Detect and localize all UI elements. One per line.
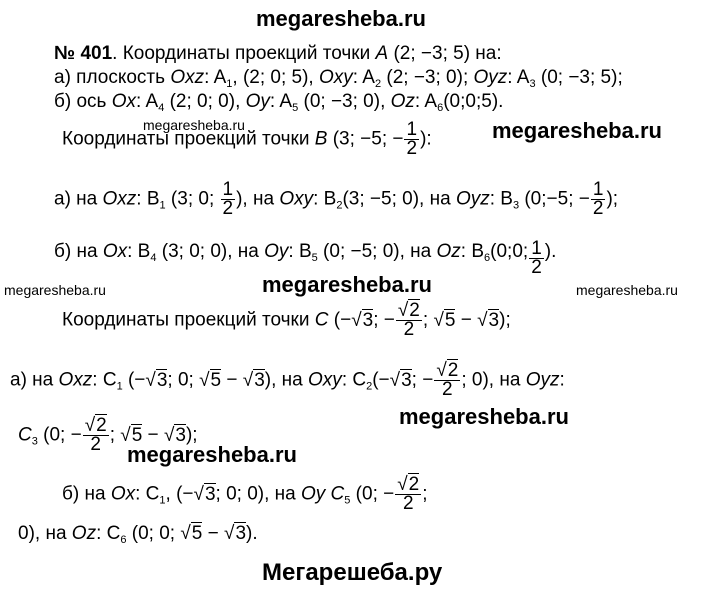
text: (2; −3; 0); [381, 67, 474, 88]
fraction: $\frac{1}{2}$ [592, 179, 604, 219]
watermark-top: megaresheba.ru [256, 6, 426, 31]
subscript: 1 [159, 494, 166, 507]
text: ; − [411, 369, 434, 391]
text: − [221, 369, 243, 391]
axis: Oy [264, 241, 289, 262]
text: , (2; 0; 5), [232, 67, 319, 88]
text: (3; 0; 0), на [156, 241, 265, 262]
sqrt: √5 [199, 369, 222, 391]
subscript: 1 [116, 380, 123, 393]
watermark: megaresheba.ru [127, 442, 297, 467]
text: ); [185, 424, 198, 446]
subscript: 1 [226, 78, 233, 90]
text: ); [499, 309, 511, 331]
problem-number: № 401 [54, 43, 113, 64]
subscript: 6 [484, 252, 491, 264]
text: (− [328, 309, 352, 331]
text: б) ось [54, 91, 112, 112]
line-b-axis [54, 91, 503, 113]
fraction: $\frac{√2}{2}$ [397, 300, 420, 340]
subscript: 6 [437, 102, 444, 114]
axis: Oz [436, 241, 461, 262]
text: ), на [264, 369, 309, 391]
text: ); [606, 188, 619, 210]
line-a-plane [54, 67, 623, 89]
text: ; [109, 424, 121, 446]
fraction: $\frac{1}{2}$ [222, 179, 234, 219]
axis: Ox [111, 91, 137, 112]
sqrt: √3 [351, 309, 374, 331]
text: (0; −3; 0), [298, 91, 391, 112]
line-b-b [54, 240, 556, 277]
text: (− [122, 369, 146, 391]
text: : B [136, 188, 160, 210]
text: ; [422, 309, 434, 331]
sqrt: √3 [145, 369, 168, 391]
point-label: A [375, 43, 389, 64]
plane: Oxy [308, 369, 342, 391]
line-c3 [18, 417, 198, 454]
sqrt: √3 [224, 523, 247, 544]
subscript: 5 [344, 494, 351, 507]
sqrt: √3 [163, 424, 186, 446]
text: (3; −5; 0), на [342, 188, 456, 210]
axis: Oz [390, 91, 415, 112]
subscript: 2 [374, 78, 382, 90]
point-label: C [314, 309, 329, 331]
text: а) на [10, 369, 59, 391]
plane: Oxz [170, 67, 205, 88]
fraction: $\frac{1}{2}$ [406, 119, 418, 159]
text: ). [246, 523, 258, 544]
text: : C [96, 523, 121, 544]
text: : A [136, 91, 159, 112]
text: б) на [54, 241, 103, 262]
text: . Координаты проекций точки [112, 43, 376, 64]
text: : B [489, 188, 513, 210]
text: (2; −3; 5) на: [393, 43, 502, 64]
subscript: 6 [120, 534, 127, 546]
text: : A [414, 91, 438, 112]
text: : C [92, 369, 117, 391]
plane: Oxy [279, 188, 314, 210]
fraction: $\frac{1}{2}$ [531, 238, 542, 278]
text: б) на [62, 483, 111, 505]
sqrt: √3 [242, 369, 265, 391]
line-c6 [18, 523, 258, 545]
text: 0), на [18, 523, 72, 544]
line-c-intro [62, 302, 511, 339]
fraction: $\frac{√2}{2}$ [84, 415, 107, 455]
text: − [202, 523, 225, 544]
fraction: $\frac{√2}{2}$ [436, 360, 459, 400]
point-label: C [325, 483, 345, 505]
subscript: 3 [512, 199, 520, 212]
plane: Oxz [58, 369, 93, 391]
subscript: 3 [31, 435, 38, 448]
text: ). [544, 241, 557, 262]
axis: Ox [102, 241, 128, 262]
watermark-bottom: Мегарешеба.ру [262, 559, 443, 586]
text: : A [204, 67, 227, 88]
text: (0; − [350, 483, 395, 505]
plane: Oxy [319, 67, 353, 88]
text: (2; 0; 0), [164, 91, 246, 112]
text: (0; −3; 5); [535, 67, 623, 88]
text: (0; −5; 0), на [317, 241, 437, 262]
text: : A [352, 67, 375, 88]
subscript: 2 [336, 199, 343, 212]
sqrt: √3 [477, 309, 500, 331]
text: : B [288, 241, 312, 262]
text: : [559, 369, 565, 391]
text: − [455, 309, 478, 331]
line-c-a [10, 362, 565, 399]
text: − [142, 424, 164, 446]
text: (0; 0; [126, 523, 181, 544]
text: ): [420, 128, 432, 150]
text: Координаты проекций точки [62, 309, 315, 331]
axis: Ox [110, 483, 136, 505]
line-c-b [62, 476, 428, 513]
text: ; [422, 483, 428, 505]
subscript: 2 [366, 380, 373, 393]
plane: Oxz [102, 188, 137, 210]
watermark-small: megaresheba.ru [576, 282, 678, 298]
plane: Oyz [525, 369, 560, 391]
text: (3; −5; − [327, 128, 404, 150]
watermark: megaresheba.ru [399, 404, 569, 429]
text: : B [127, 241, 151, 262]
axis: Oy [245, 91, 270, 112]
text: (3; 0; [165, 188, 220, 210]
plane: Oyz [455, 188, 490, 210]
text: ), на [236, 188, 280, 210]
sqrt: √3 [389, 369, 412, 391]
text: : B [313, 188, 337, 210]
problem-title-line [54, 43, 502, 65]
subscript: 5 [292, 102, 299, 114]
watermark: megaresheba.ru [262, 272, 432, 297]
sqrt: √3 [193, 483, 216, 505]
axis: Oz [71, 523, 97, 544]
text: Координаты проекций точки [62, 128, 315, 150]
axis: Oy [301, 483, 326, 505]
subscript: 1 [159, 199, 166, 212]
text: : C [135, 483, 160, 505]
plane: Oyz [473, 67, 508, 88]
subscript: 3 [529, 78, 536, 90]
text: : A [507, 67, 530, 88]
text: : B [460, 241, 485, 262]
watermark: megaresheba.ru [492, 118, 662, 143]
sqrt: √5 [120, 424, 143, 446]
text: (0; − [37, 424, 82, 446]
line-b-intro [62, 121, 432, 158]
text: а) плоскость [54, 67, 171, 88]
subscript: 4 [150, 252, 157, 264]
text: , (− [165, 483, 194, 505]
watermark-small: megaresheba.ru [4, 282, 106, 298]
text: : A [269, 91, 293, 112]
text: ; 0; [167, 369, 200, 391]
text: ; 0), на [461, 369, 526, 391]
watermark-small: megaresheba.ru [143, 117, 245, 133]
point-label: C [18, 424, 32, 446]
text: ; − [373, 309, 395, 331]
text: (0;0; [490, 241, 529, 262]
sqrt: √5 [433, 309, 456, 331]
text: а) на [54, 188, 103, 210]
text: : C [341, 369, 367, 391]
text: (− [372, 369, 390, 391]
fraction: $\frac{√2}{2}$ [397, 474, 420, 514]
subscript: 5 [311, 252, 318, 264]
text: (0;0;5). [443, 91, 504, 112]
sqrt: √5 [180, 523, 203, 544]
subscript: 4 [158, 102, 165, 114]
text: ; 0; 0), на [215, 483, 301, 505]
point-label: B [314, 128, 328, 150]
line-b-a [54, 181, 618, 218]
text: (0;−5; − [519, 188, 590, 210]
